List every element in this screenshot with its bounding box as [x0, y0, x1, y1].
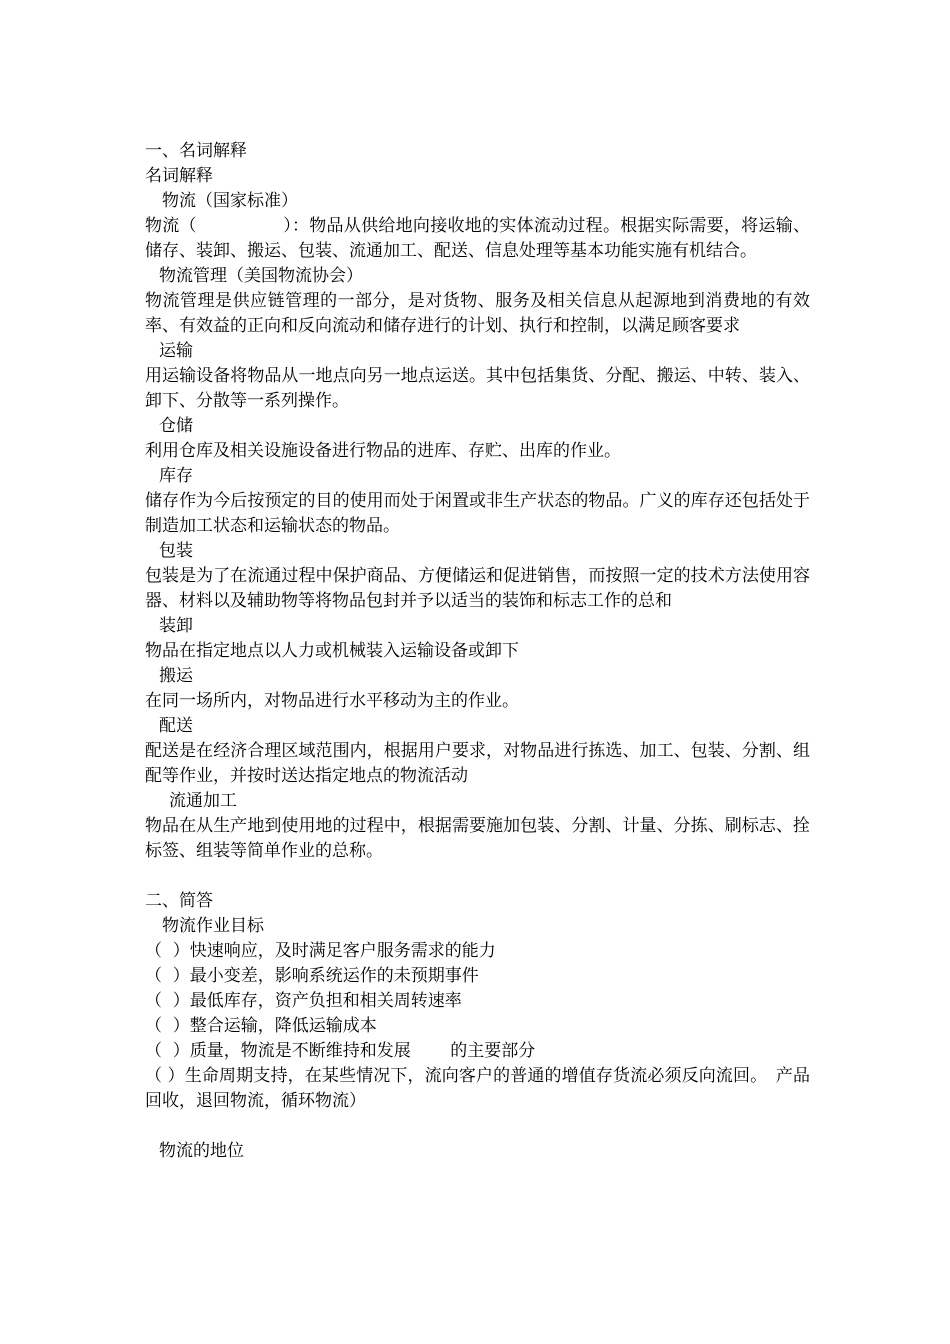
objective-item: （ ）最小变差，影响系统运作的未预期事件: [145, 966, 479, 986]
term-processing-definition: 物品在从生产地到使用地的过程中，根据需要施加包装、分割、计量、分拣、刷标志、拴标签、组装等简单作业的总称。: [145, 816, 810, 861]
term-warehousing-title: 仓储: [159, 416, 193, 436]
document-body: [145, 139, 810, 1164]
objective-item: （ ）生命周期支持，在某些情况下，流向客户的普通的增值存货流必须反向流回。 产品回收，退回物流，循环物流）: [145, 1066, 810, 1111]
section-spacer: [145, 1114, 810, 1139]
term-packaging-title: 包装: [159, 541, 193, 561]
section-2-heading: 二、简答: [145, 891, 213, 911]
section-1-subheading: 名词解释: [145, 166, 213, 186]
objective-item: （ ）快速响应，及时满足客户服务需求的能力: [145, 941, 496, 961]
term-transport-title: 运输: [159, 341, 193, 361]
term-handling-definition: 在同一场所内，对物品进行水平移动为主的作业。: [145, 691, 519, 711]
term-loading-definition: 物品在指定地点以人力或机械装入运输设备或卸下: [145, 641, 519, 661]
objective-item: （ ）质量，物流是不断维持和发展 的主要部分: [145, 1041, 536, 1061]
term-logistics-management-definition: 物流管理是供应链管理的一部分，是对货物、服务及相关信息从起源地到消费地的有效率、有效益的正向和反向流动和储存进行的计划、执行和控制，以满足顾客要求: [145, 291, 810, 336]
term-inventory-title: 库存: [159, 466, 193, 486]
term-logistics-management-title: 物流管理（美国物流协会）: [159, 266, 363, 286]
term-warehousing-definition: 利用仓库及相关设施设备进行物品的进库、存贮、出库的作业。: [145, 441, 621, 461]
term-distribution-title: 配送: [159, 716, 193, 736]
term-transport-definition: 用运输设备将物品从一地点向另一地点运送。其中包括集货、分配、搬运、中转、装入、卸下、分散等一系列操作。: [145, 366, 810, 411]
term-logistics-title: 物流（国家标准）: [162, 191, 298, 211]
term-handling-title: 搬运: [159, 666, 193, 686]
term-distribution-definition: 配送是在经济合理区域范围内，根据用户要求，对物品进行拣选、加工、包装、分割、组配等作业，并按时送达指定地点的物流活动: [145, 741, 810, 786]
logistics-status-heading: 物流的地位: [159, 1141, 244, 1161]
term-inventory-definition: 储存作为今后按预定的目的使用而处于闲置或非生产状态的物品。广义的库存还包括处于制造加工状态和运输状态的物品。: [145, 491, 810, 536]
objective-item: （ ）最低库存，资产负担和相关周转速率: [145, 991, 462, 1011]
term-processing-title: 流通加工: [169, 791, 237, 811]
term-packaging-definition: 包装是为了在流通过程中保护商品、方便储运和促进销售，而按照一定的技术方法使用容器、材料以及辅助物等将物品包封并予以适当的装饰和标志工作的总和: [145, 566, 810, 611]
objective-item: （ ）整合运输，降低运输成本: [145, 1016, 377, 1036]
section-2-subheading: 物流作业目标: [162, 916, 264, 936]
term-loading-title: 装卸: [159, 616, 193, 636]
term-logistics-definition: 物流（ ）：物品从供给地向接收地的实体流动过程。根据实际需要，将运输、储存、装卸、搬运、包装、流通加工、配送、信息处理等基本功能实施有机结合。: [145, 216, 810, 261]
section-1-heading: 一、名词解释: [145, 141, 247, 161]
section-spacer: [145, 864, 810, 889]
